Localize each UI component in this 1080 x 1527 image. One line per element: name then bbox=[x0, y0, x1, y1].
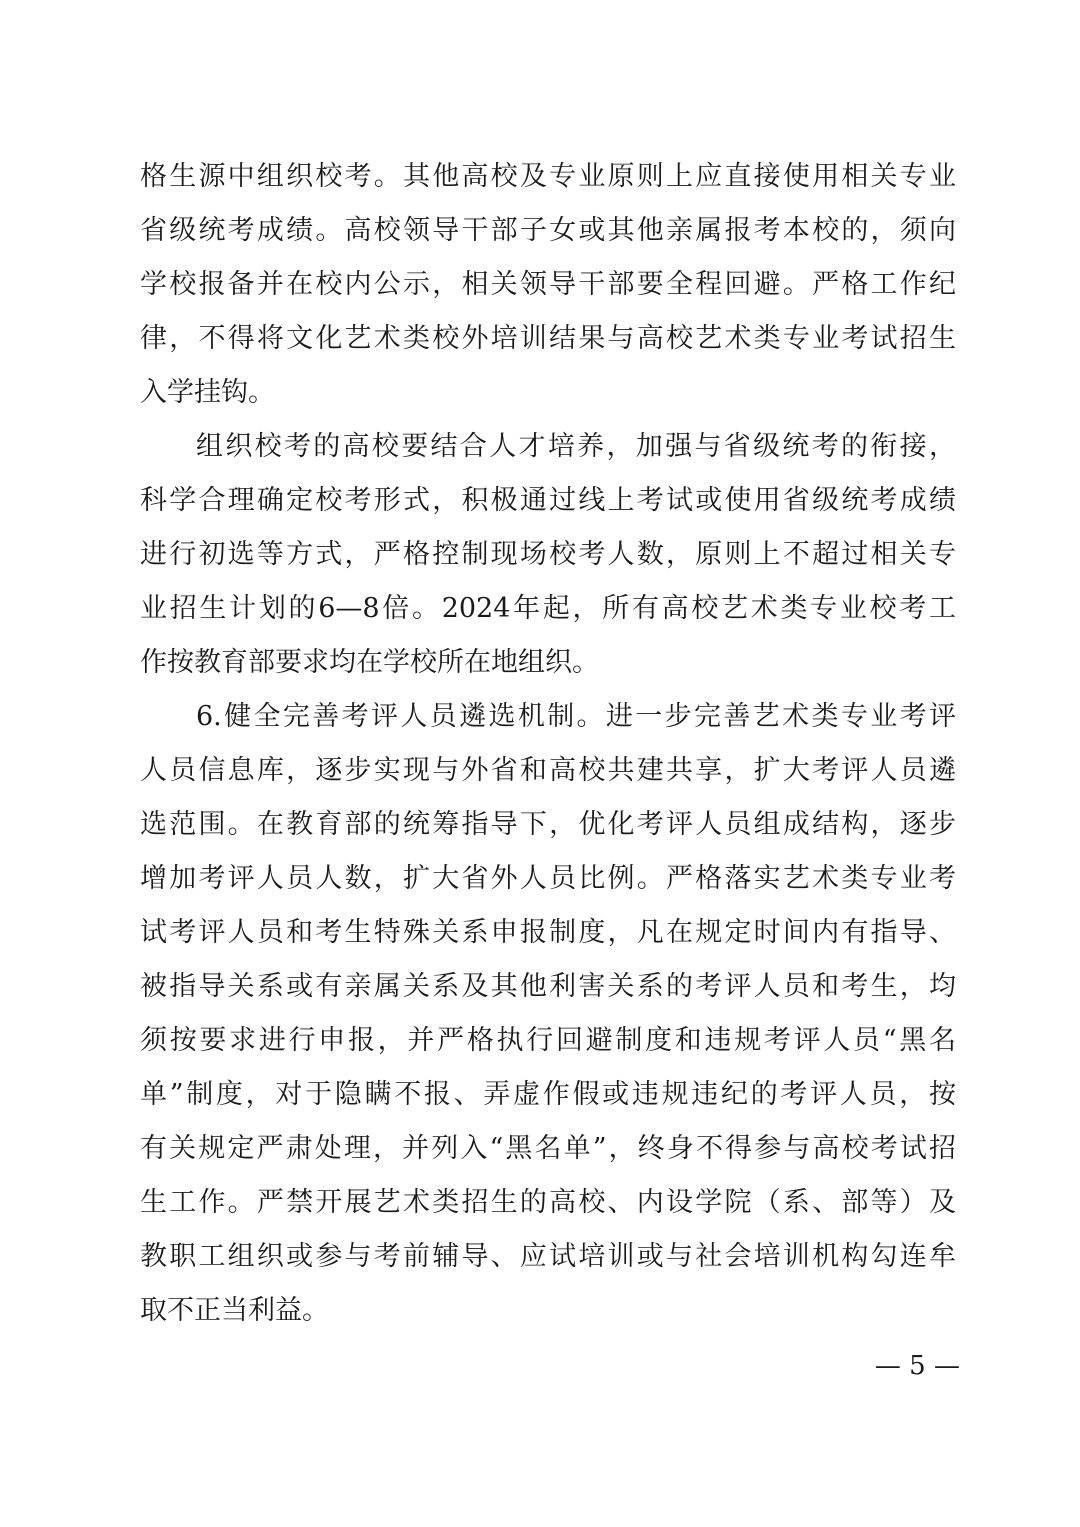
text-line: 被指导关系或有亲属关系及其他利害关系的考评人员和考生，均 bbox=[140, 971, 956, 1002]
text-line: 教职工组织或参与考前辅导、应试培训或与社会培训机构勾连牟 bbox=[140, 1241, 956, 1272]
body-text bbox=[140, 150, 956, 1338]
text-line: 科学合理确定校考形式，积极通过线上考试或使用省级统考成绩 bbox=[140, 485, 956, 516]
text-line: 作按教育部要求均在学校所在地组织。 bbox=[140, 647, 599, 678]
text-line: 取不正当利益。 bbox=[140, 1295, 329, 1326]
text-line: 单”制度，对于隐瞒不报、弄虚作假或违规违纪的考评人员，按 bbox=[140, 1079, 956, 1110]
text-line: 入学挂钩。 bbox=[140, 377, 275, 408]
text-line: 格生源中组织校考。其他高校及专业原则上应直接使用相关专业 bbox=[140, 161, 956, 192]
text-line: 学校报备并在校内公示，相关领导干部要全程回避。严格工作纪 bbox=[140, 269, 956, 300]
text-line: 须按要求进行申报，并严格执行回避制度和违规考评人员“黑名 bbox=[140, 1025, 956, 1056]
text-line: 选范围。在教育部的统筹指导下，优化考评人员组成结构，逐步 bbox=[140, 809, 956, 840]
text-line: 有关规定严肃处理，并列入“黑名单”，终身不得参与高校考试招 bbox=[140, 1133, 956, 1164]
text-line: 人员信息库，逐步实现与外省和高校共建共享，扩大考评人员遴 bbox=[140, 755, 956, 786]
text-line: 进行初选等方式，严格控制现场校考人数，原则上不超过相关专 bbox=[140, 539, 956, 570]
text-line: 业招生计划的6—8倍。2024年起，所有高校艺术类专业校考工 bbox=[140, 593, 956, 624]
text-line: 省级统考成绩。高校领导干部子女或其他亲属报考本校的，须向 bbox=[140, 215, 956, 246]
text-line: 试考评人员和考生特殊关系申报制度，凡在规定时间内有指导、 bbox=[140, 917, 956, 948]
page-number: — 5 — bbox=[874, 1351, 960, 1381]
text-line: 生工作。严禁开展艺术类招生的高校、内设学院（系、部等）及 bbox=[140, 1187, 956, 1218]
text-line: 律，不得将文化艺术类校外培训结果与高校艺术类专业考试招生 bbox=[140, 323, 956, 354]
text-line: 增加考评人员人数，扩大省外人员比例。严格落实艺术类专业考 bbox=[140, 863, 956, 894]
text-line: 组织校考的高校要结合人才培养，加强与省级统考的衔接， bbox=[196, 431, 956, 462]
section-heading-line: 6.健全完善考评人员遴选机制。进一步完善艺术类专业考评 bbox=[196, 701, 956, 732]
